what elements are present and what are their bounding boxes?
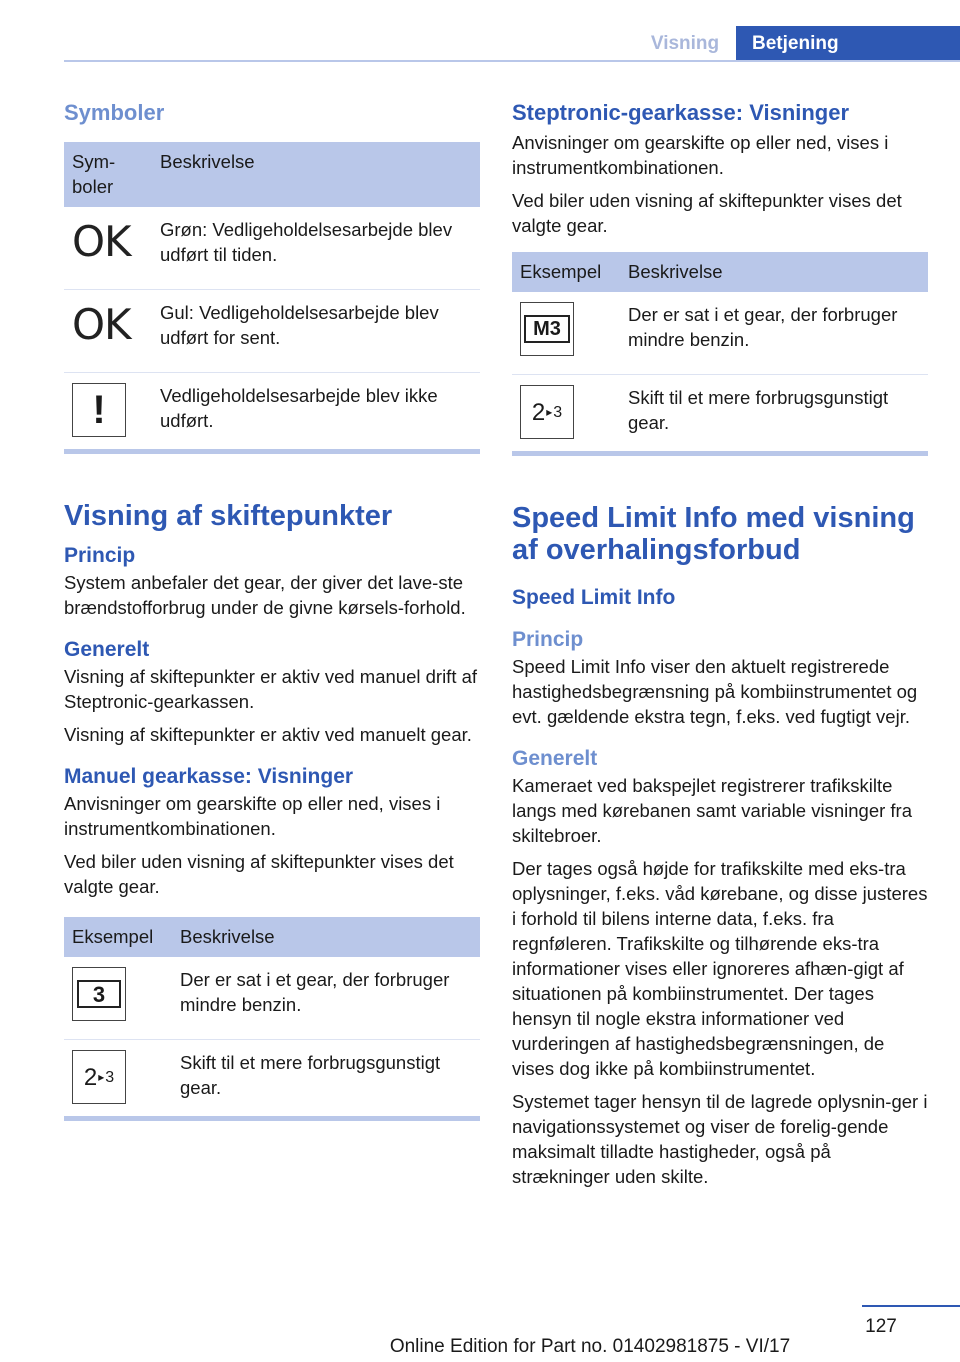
generelt-paragraph-3: Systemet tager hensyn til de lagrede oplysnin-ger i navigationssystemet og viser de forelig-gende maksimalt tilladte hastigheder, også på strækninger uden skilte. [512,1091,928,1187]
left-column [64,100,480,1121]
row-desc: Gul: Vedligeholdelsesarbejde blev udført for sent. [152,290,480,373]
table-row [64,290,480,373]
header-tab-visning[interactable]: Visning [650,33,720,54]
princip-text: System anbefaler det gear, der giver det lave-ste brændstofforbrug under de givne kørsels-forhold. [64,572,466,618]
edition-text: Online Edition for Part no. 01402981875 - VI/17 [389,1336,791,1357]
princip-heading: Princip [512,628,584,651]
steptronic-paragraph-2: Ved biler uden visning af skiftepunkter vises det valgte gear. [512,190,902,236]
warning-exclamation-icon: ! [72,383,126,437]
manual-gear-table [64,917,480,1114]
manual-paragraph-1: Anvisninger om gearskifte op eller ned, vises i instrumentkombinationen. [64,793,441,839]
page-number: 127 [865,1316,897,1337]
table-end-rule [64,449,480,454]
steptronic-paragraph-1: Anvisninger om gearskifte op eller ned, vises i instrumentkombinationen. [512,132,889,178]
generelt-heading: Generelt [512,747,598,770]
speed-limit-info-heading: Speed Limit Info [512,586,676,609]
ok-green-icon: OK [72,217,131,266]
table-row [512,292,928,375]
table-end-rule [512,451,928,456]
footer-rule [862,1305,960,1307]
shift-up-2-to-3-icon: 2 ▸ 3 [72,1050,126,1104]
table-row [64,373,480,448]
symbols-col-header: Sym- boler [64,142,152,207]
section-title-speed-limit: Speed Limit Info med visning af overhalingsforbud [512,502,915,566]
row-desc: Der er sat i et gear, der forbruger mindre benzin. [172,957,480,1040]
generelt-paragraph-1: Kameraet ved bakspejlet registrerer trafikskilte langs med kørebanen samt variable visninger fra skiltebroer. [512,775,912,846]
table-row [64,207,480,290]
row-desc: Vedligeholdelsesarbejde blev ikke udført. [160,385,438,431]
steptronic-heading: Steptronic-gearkasse: Visninger [512,100,850,125]
steptronic-gear-table [512,252,928,449]
row-desc: Skift til et mere forbrugsgunstigt gear. [180,1052,441,1098]
manual-paragraph-2: Ved biler uden visning af skiftepunkter vises det valgte gear. [64,851,454,897]
desc-col-header: Beskrivelse [620,252,928,292]
generelt-paragraph-2: Der tages også højde for trafikskilte med eks-tra oplysninger, f.eks. våd kørebane, og disse justeres i forhold til bilens interne data, f.eks. fra regnføleren. Trafikskilte og tilhørende eks-tra informationer vises eller ignoreres afhæn-gigt af situationen på kombiinstrumentet. Der tages hensyn til nogle ekstra informationer ved vurderingen af hastighedsbegrænsningen, de vises dog ikke på kombiinstrumentet. [512,858,928,1079]
manual-gearbox-heading: Manuel gearkasse: Visninger [64,765,354,788]
table-row [512,375,928,450]
ok-yellow-icon: OK [72,300,131,349]
symbols-table [64,142,480,447]
example-col-header: Eksempel [512,252,620,292]
table-row [64,957,480,1040]
example-col-header: Eksempel [64,917,172,957]
desc-col-header: Beskrivelse [152,142,480,207]
table-row [64,1040,480,1115]
princip-text: Speed Limit Info viser den aktuelt registrerede hastighedsbegrænsning på kombiinstrumentet og evt. gældende ekstra tegn, f.eks. ved fugtigt vejr. [512,656,918,727]
symbols-heading: Symboler [64,100,165,125]
generelt-paragraph-1: Visning af skiftepunkter er aktiv ved manuel drift af Steptronic-gearkassen. [64,666,478,712]
right-column [512,100,928,1197]
generelt-paragraph-2: Visning af skiftepunkter er aktiv ved manuelt gear. [64,724,472,745]
row-desc: Grøn: Vedligeholdelsesarbejde blev udført til tiden. [152,207,480,290]
gear-3-icon: 3 [72,967,126,1021]
desc-col-header: Beskrivelse [172,917,480,957]
header-rule [64,60,960,62]
row-desc: Skift til et mere forbrugsgunstigt gear. [628,387,889,433]
princip-heading: Princip [64,544,136,567]
shift-up-2-to-3-icon: 2 ▸ 3 [520,385,574,439]
gear-m3-icon: M3 [520,302,574,356]
header-tab-betjening[interactable]: Betjening [736,26,960,62]
section-title-shift-points: Visning af skiftepunkter [64,500,393,532]
row-desc: Der er sat i et gear, der forbruger mindre benzin. [620,292,928,375]
generelt-heading: Generelt [64,638,150,661]
table-end-rule [64,1116,480,1121]
